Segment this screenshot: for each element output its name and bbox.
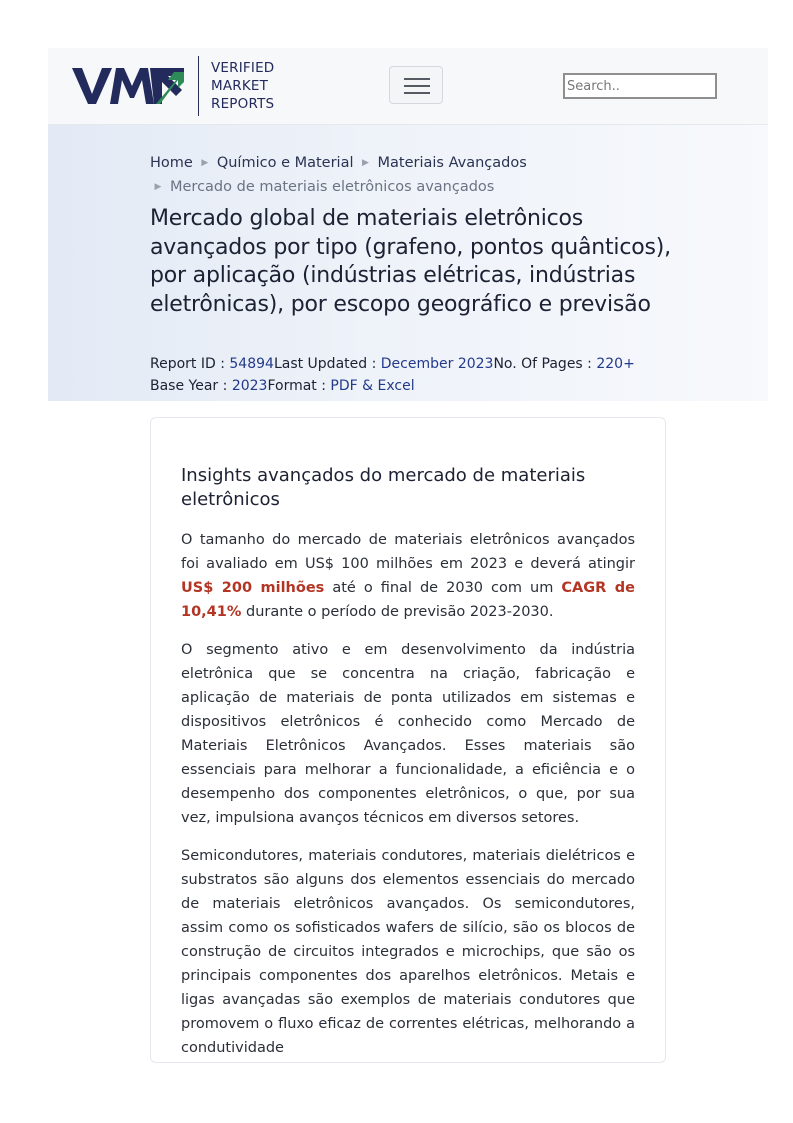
page-title: Mercado global de materiais eletrônicos avançados por tipo (grafeno, pontos quânticos), por aplicação (indústrias elétricas, indústrias eletrônicas), por escopo geográfico e previsão (150, 206, 671, 317)
report-id-label: Report ID : (150, 356, 230, 372)
logo-wordmark (211, 59, 274, 113)
breadcrumb-row (150, 175, 690, 199)
report-hero (48, 125, 768, 401)
logo-divider (198, 56, 199, 116)
hamburger-menu-button[interactable] (389, 66, 443, 104)
format-value: PDF & Excel (330, 378, 415, 394)
base-year-label: Base Year : (150, 378, 232, 394)
base-year-value: 2023 (231, 378, 268, 394)
market-size-highlight: US$ 200 milhões (181, 580, 325, 596)
breadcrumb-row (150, 151, 690, 175)
chevron-right-icon: ▶ (201, 158, 209, 168)
insights-heading: Insights avançados do mercado de materiais eletrônicos (181, 465, 586, 510)
format-label: Format : (267, 378, 331, 394)
report-id-value: 54894 (229, 356, 274, 372)
insights-text: durante o período de previsão 2023-2030. (241, 604, 554, 620)
insights-card (150, 417, 666, 1063)
hamburger-line-icon (404, 85, 430, 87)
logo[interactable] (72, 56, 274, 116)
breadcrumb-home-link[interactable]: Home (150, 155, 193, 171)
last-updated-value: December 2023 (380, 356, 494, 372)
report-meta (150, 353, 635, 397)
breadcrumb-current: Mercado de materiais eletrônicos avançados (170, 179, 495, 195)
chevron-right-icon: ▶ (362, 158, 369, 168)
logo-word-market: MARKET (211, 78, 269, 94)
chevron-right-icon: ▶ (154, 182, 162, 192)
last-updated-label: Last Updated : (273, 356, 381, 372)
search-input[interactable] (563, 73, 717, 99)
insights-text: até o final de 2030 com um (324, 580, 562, 596)
pages-value: 220+ (596, 356, 635, 372)
insights-content (181, 464, 635, 1063)
breadcrumb-chemical-link[interactable]: Químico e Material (216, 155, 354, 171)
site-header (48, 48, 768, 125)
insights-paragraph: Semicondutores, materiais condutores, materiais dielétricos e substratos são alguns dos elementos essenciais do mercado de materiais eletrônicos avançados. Os semicondutores, assim como os sofisticados wafers de silício, são os blocos de construção de circuitos integrados e microchips, que são os principais componentes dos aparelhos eletrônicos. Metais e ligas avançadas são exemplos de materiais condutores que promovem o fluxo eficaz de correntes elétricas, melhorando a condutividade (181, 848, 635, 1056)
report-meta-row (150, 353, 635, 375)
breadcrumb (150, 151, 690, 199)
insights-paragraph: O segmento ativo e em desenvolvimento da indústria eletrônica que se concentra na criação, fabricação e aplicação de materiais de ponta utilizados em sistemas e dispositivos eletrônicos é conhecido como Mercado de Materiais Eletrônicos Avançados. Esses materiais são essenciais para melhorar a funcionalidade, a eficiência e o desempenho dos componentes eletrônicos, o que, por sua vez, impulsiona avanços técnicos em diversos setores. (181, 642, 635, 826)
hamburger-line-icon (404, 78, 430, 80)
vmr-logo-icon (72, 66, 184, 106)
report-meta-row (150, 375, 635, 397)
insights-text: O tamanho do mercado de materiais eletrônicos avançados foi avaliado em US$ 100 milhões em 2023 e deverá atingir (181, 532, 635, 572)
hamburger-line-icon (404, 92, 430, 94)
logo-word-verified: VERIFIED (211, 60, 275, 76)
logo-word-reports: REPORTS (211, 96, 275, 112)
breadcrumb-advanced-materials-link[interactable]: Materiais Avançados (377, 155, 527, 171)
pages-label: No. Of Pages : (493, 356, 597, 372)
cagr-highlight: CAGR de 10,41% (181, 580, 635, 620)
insights-paragraph (181, 528, 635, 624)
